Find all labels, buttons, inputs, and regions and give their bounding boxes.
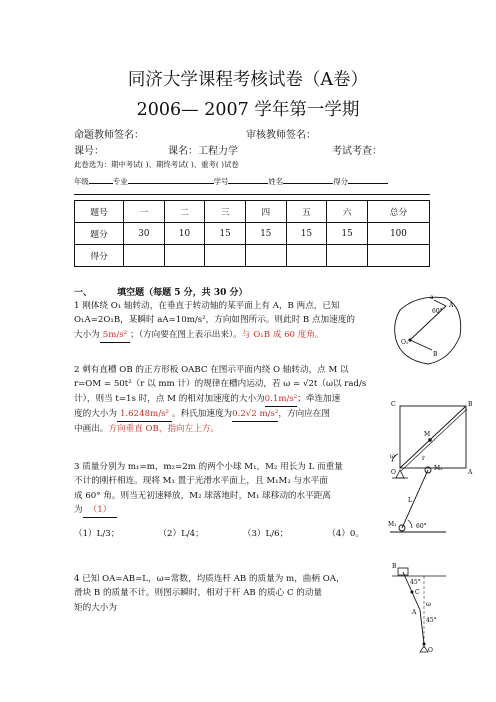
fig4-label: B — [392, 563, 397, 570]
semester-line: 2006— 2007 学年第一学期 — [136, 100, 360, 120]
q3-line-4 — [74, 503, 343, 518]
table-cell: 总分 — [367, 201, 429, 223]
table-cell — [205, 245, 246, 267]
course-number-label: 课号： — [74, 146, 104, 157]
question-4 — [74, 572, 345, 615]
q2-answer-1: 0.1m/s² — [265, 392, 298, 407]
teacher-sign-label: 命题教师签名： — [74, 130, 144, 141]
paper-note: 此卷选为：期中考试( )、期终考试( )、重考( )试卷 — [74, 160, 239, 169]
table-cell: 30 — [124, 223, 165, 245]
q1-line: O₁A=2O₁B，某瞬时 aA=10m/s²，方向如图所示。则此时 B 点加速度的 — [74, 315, 355, 326]
table-cell — [367, 245, 429, 267]
reviewer-sign-label: 审核教师签名： — [246, 130, 316, 141]
q3-options — [74, 527, 364, 539]
q3-option: （4）0。 — [327, 529, 364, 539]
q1-answer: 5m/s² — [100, 328, 130, 343]
table-cell: 15 — [205, 223, 246, 245]
table-cell: 题号 — [75, 201, 124, 223]
fig2-label: r — [422, 455, 425, 462]
q2-line: 计），则当 t=1s 时，点 M 的相对加速度的大小为 — [74, 393, 265, 404]
table-cell: 二 — [164, 201, 205, 223]
table-cell: 15 — [327, 223, 368, 245]
table-cell: 六 — [327, 201, 368, 223]
crank-oa — [420, 610, 424, 644]
figure-1-rotating-body — [388, 290, 468, 370]
fig4-label: C — [415, 589, 420, 596]
name-label: 姓名 — [268, 177, 284, 186]
q3-line: 成 60° 角。则当无初速释放，M₂ 球落地时，M₁ 球移动的水平距离 — [74, 490, 331, 501]
score-blank — [348, 183, 388, 184]
q2-red-note: 方向垂直 OB，指向左上方。 — [108, 424, 220, 435]
rigid-rod — [402, 470, 428, 528]
header-divider — [74, 194, 430, 195]
fig1-label: O₁ — [401, 339, 409, 346]
fig1-label: 60° — [432, 308, 443, 315]
fig2-label: B — [468, 401, 473, 408]
student-no-blank — [228, 183, 268, 184]
exam-type-label: 考试考查： — [332, 146, 382, 157]
table-cell: 五 — [286, 201, 327, 223]
name-blank — [283, 183, 333, 184]
o1b-line — [410, 340, 432, 350]
pivot-o1 — [408, 338, 411, 341]
table-cell — [286, 245, 327, 267]
q2-answer-3: 0.2√2 m/s² — [232, 407, 278, 422]
q2-line-3 — [74, 392, 366, 407]
q2-line-4 — [74, 407, 366, 422]
acceleration-arrow — [434, 300, 446, 306]
q2-line: 2 刺有直槽 OB 的正方形板 OABC 在图示平面内绕 O 轴转动，点 M 以 — [74, 365, 349, 375]
q1-line: 大小为 — [74, 329, 100, 340]
figure-4-crank-slider — [388, 562, 448, 658]
table-cell — [164, 245, 205, 267]
major-label: 专业 — [112, 177, 128, 186]
q2-line: r=OM = 50t²（r 以 mm 计）的规律在槽内运动，若 ω = √2t（ω以 rad/s — [74, 379, 367, 390]
score-table — [74, 200, 430, 267]
q4-line: 4 已知 OA=AB=L，ω=常数，均质连杆 AB 的质量为 m，曲柄 OA， — [74, 574, 345, 584]
table-cell: 四 — [245, 201, 286, 223]
angle-arc — [408, 520, 412, 528]
fig2-label: A — [468, 469, 473, 476]
q3-option: （3）L/6； — [242, 529, 289, 539]
student-info-row — [74, 176, 388, 187]
q3-line: 3 质量分别为 m₁=m，m₂=2m 的两个小球 M₁，M₂ 用长为 L 而重量 — [74, 462, 343, 472]
table-cell — [245, 245, 286, 267]
section-heading — [74, 285, 247, 298]
fig2-label: O — [391, 469, 396, 476]
fig2-label: C — [391, 401, 396, 408]
fig3-label: 60° — [416, 523, 427, 530]
table-row — [75, 223, 430, 245]
table-cell: 题分 — [75, 223, 124, 245]
fig3-label: L — [408, 497, 412, 504]
q1-line-3 — [74, 328, 355, 343]
q4-line: 滑块 B 的质量不计。则图示瞬时，相对于杆 AB 的质心 C 的动量 — [74, 588, 323, 599]
table-cell — [327, 245, 368, 267]
table-cell: 15 — [286, 223, 327, 245]
slot-ob — [400, 406, 466, 468]
section-title: 填空题（每题 5 分，共 30 分） — [117, 288, 248, 298]
fig1-label: B — [433, 351, 438, 358]
fig1-label: A — [449, 302, 454, 309]
q2-line4-tail: ，方向应在图 — [278, 408, 330, 419]
q2-line5-pre: 中画出。 — [74, 424, 109, 435]
fig2-label: M — [424, 431, 431, 438]
point-c — [411, 591, 414, 594]
q3-line: 不计的刚杆相连。现将 M₁ 置于光滑水平面上，且 M₁M₂ 与水平面 — [74, 476, 328, 487]
year-label: 年级 — [74, 177, 89, 186]
table-cell: 15 — [245, 223, 286, 245]
fig4-label: ω — [426, 601, 431, 608]
question-3 — [74, 460, 343, 518]
fig3-label: M₁ — [388, 521, 397, 528]
score-label: 得分 — [333, 177, 348, 186]
fig1-label: a — [430, 294, 434, 301]
table-cell — [124, 245, 165, 267]
q2-line-5 — [74, 422, 366, 436]
section-number: 一、 — [74, 288, 93, 298]
q3-line: 为 — [74, 504, 83, 515]
fig4-label: A — [412, 609, 417, 616]
fig4-label: O — [428, 647, 433, 654]
question-1 — [74, 299, 355, 343]
q4-line: 矩的大小为 — [74, 602, 117, 613]
table-cell: 一 — [124, 201, 165, 223]
year-blank — [89, 183, 113, 184]
q1-tail: ；（方向要在图上表示出来）。 — [130, 329, 242, 340]
point-m — [428, 438, 432, 442]
table-row — [75, 201, 430, 223]
figure-3-two-balls — [388, 460, 448, 540]
fig4-label: 45° — [426, 617, 437, 624]
q2-mid-2: 。科氏加速度为 — [171, 408, 233, 419]
q2-line4-pre: 度的大小为 — [74, 408, 117, 419]
table-row — [75, 245, 430, 267]
table-cell: 10 — [164, 223, 205, 245]
fig3-label: M₂ — [434, 465, 443, 472]
exam-title: 同济大学课程考核试卷（A卷） — [127, 70, 369, 90]
major-blank — [128, 183, 214, 184]
fig2-label: ω — [390, 453, 395, 460]
q2-answer-2: 1.6248m/s² — [117, 407, 172, 422]
pivot-o — [423, 643, 426, 646]
student-no-label: 学号 — [213, 177, 229, 186]
question-2 — [74, 363, 366, 436]
q3-answer: （1） — [83, 503, 118, 518]
q2-mid-1: ；牵连加速 — [297, 393, 341, 404]
table-cell: 三 — [205, 201, 246, 223]
fig4-label: 45° — [410, 579, 421, 586]
table-cell: 得分 — [75, 245, 124, 267]
table-cell: 100 — [367, 223, 429, 245]
q1-red-note: 与 O₁B 成 60 度角。 — [241, 329, 324, 340]
q3-option: （1）L/3； — [74, 529, 120, 539]
q1-line: 1 刚体绕 O₁ 轴转动，在垂直于转动轴的某平面上有 A，B 两点，已知 — [74, 301, 340, 311]
slider-b — [398, 568, 408, 575]
course-name-label: 课名：工程力学 — [168, 146, 238, 157]
q3-option: （2）L/4； — [158, 529, 204, 539]
